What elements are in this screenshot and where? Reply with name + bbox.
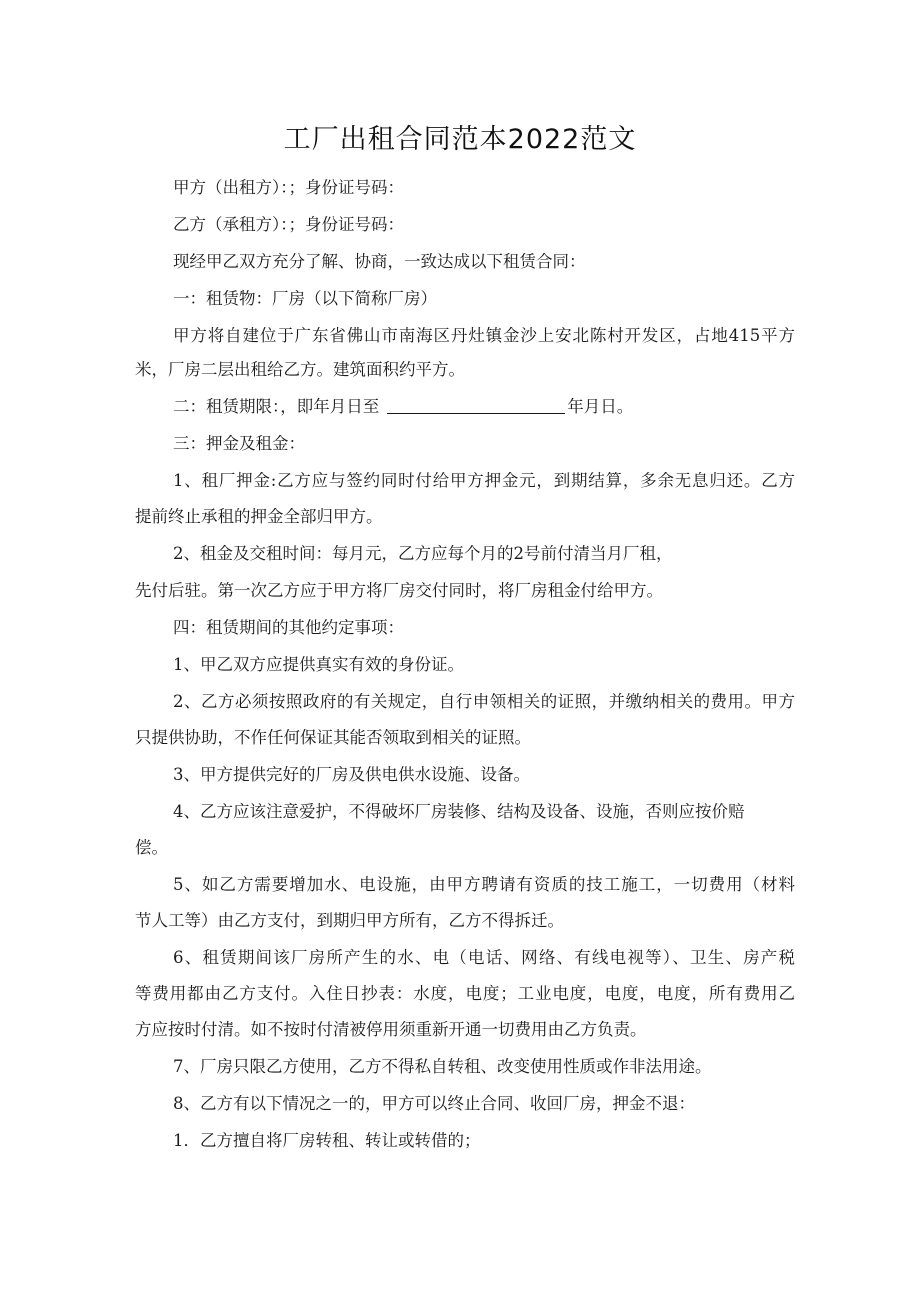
section-4-item-8-sub-1: 1．乙方擅自将厂房转租、转让或转借的； [173,1131,481,1150]
section-4-item-5-line-2: 节人工等）由乙方支付，到期归甲方所有，乙方不得拆迁。 [135,911,564,930]
section-3-item-1-line-1: 1、租厂押金:乙方应与签约同时付给甲方押金元，到期结算，多余无息归还。乙方 [173,471,795,490]
section-4-item-2-line-2: 只提供协助，不作任何保证其能否领取到相关的证照。 [135,728,531,747]
section-2-line [173,389,795,425]
section-3-item-1-line-2: 提前终止承租的押金全部归甲方。 [135,507,383,526]
section-1-heading: 一：租赁物：厂房（以下简称厂房） [173,289,437,308]
party-a-line: 甲方（出租方）：；身份证号码： [173,178,404,197]
section-4-item-1: 1、甲乙双方应提供真实有效的身份证。 [173,655,464,674]
section-1-line-1: 甲方将自建位于广东省佛山市南海区丹灶镇金沙上安北陈村开发区，占地415平方 [173,326,795,345]
section-3-item-2-line-2: 先付后驻。第一次乙方应于甲方将厂房交付同时，将厂房租金付给甲方。 [135,581,663,600]
party-b-line: 乙方（承租方）：；身份证号码： [173,215,404,234]
section-4-item-5-line-1: 5、如乙方需要增加水、电设施，由甲方聘请有资质的技工施工，一切费用（材料 [173,875,795,894]
section-4-item-4-line-2: 偿。 [135,838,168,857]
section-4-item-6-line-3: 方应按时付清。如不按时付清被停用须重新开通一切费用由乙方负责。 [135,1020,647,1039]
section-4-item-7: 7、厂房只限乙方使用，乙方不得私自转租、改变使用性质或作非法用途。 [173,1057,712,1076]
lease-term-prefix: 二：租赁期限：，即年月日至 [173,397,380,416]
lease-term-blank [387,395,565,414]
page-title: 工厂出租合同范本2022范文 [283,124,637,155]
section-4-item-8: 8、乙方有以下情况之一的，甲方可以终止合同、收回厂房，押金不退： [173,1094,695,1113]
section-3-item-2-line-1: 2、租金及交租时间：每月元，乙方应每个月的2号前付清当月厂租， [173,544,673,563]
section-4-item-3: 3、甲方提供完好的厂房及供电供水设施、设备。 [173,765,530,784]
section-4-item-6-line-1: 6、租赁期间该厂房所产生的水、电（电话、网络、有线电视等）、卫生、房产税 [173,948,795,967]
section-1-line-2: 米，厂房二层出租给乙方。建筑面积约平方。 [135,360,465,379]
section-4-item-6-line-2: 等费用都由乙方支付。入住日抄表：水度，电度；工业电度，电度，电度，所有费用乙 [135,984,795,1003]
section-4-heading: 四：租赁期间的其他约定事项： [173,618,404,637]
lease-term-suffix: 年月日。 [567,397,634,416]
section-3-heading: 三：押金及租金： [173,434,305,453]
section-4-item-4-line-1: 4、乙方应该注意爱护，不得破坏厂房装修、结构及设备、设施，否则应按价赔 [173,802,745,821]
intro-paragraph: 现经甲乙双方充分了解、协商，一致达成以下租赁合同： [173,252,586,271]
section-4-item-2-line-1: 2、乙方必须按照政府的有关规定，自行申领相关的证照，并缴纳相关的费用。甲方 [173,692,795,711]
